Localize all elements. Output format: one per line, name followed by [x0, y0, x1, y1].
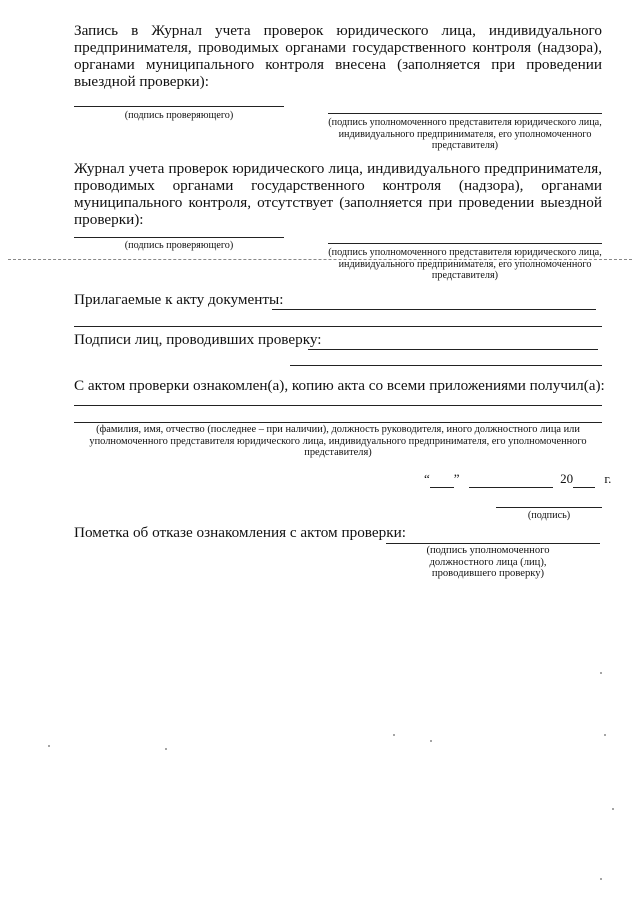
inspectors-signatures-label: Подписи лиц, проводивших проверку: [74, 331, 322, 348]
refusal-mark-label: Пометка об отказе ознакомления с актом проверки: [74, 524, 406, 541]
scan-speck [600, 672, 602, 674]
scan-speck [48, 745, 50, 747]
date-close-quote: ” [453, 471, 460, 486]
scan-speck [165, 748, 167, 750]
inspectors-signatures-line [308, 349, 598, 350]
acknowledged-line-2 [74, 422, 602, 423]
attached-documents-line [272, 309, 596, 310]
date-year-suffix: г. [604, 471, 612, 486]
representative-signature-caption-2: (подпись уполномоченного представителя юридического лица, индивидуального предпринимателя, его уполномоченного представителя) [328, 247, 602, 281]
inspector-signature-caption-2: (подпись проверяющего) [124, 240, 234, 251]
refusal-mark-line [386, 543, 600, 544]
scan-fold-line [8, 259, 632, 260]
scan-speck [430, 740, 432, 742]
date-day-blank [430, 470, 454, 488]
journal-absent-paragraph: Журнал учета проверок юридического лица, индивидуального предпринимателя, проводимых органами государственного контроля (надзора), органами муниципального контроля, отсутствует (заполняется при проведении выездной проверки): [74, 160, 602, 228]
signature-caption: (подпись) [527, 510, 571, 521]
journal-entry-paragraph: Запись в Журнал учета проверок юридического лица, индивидуального предпринимателя, проводимых органами государственного контроля (надзора), органами муниципального контроля внесена (заполняется при проведении выездной проверки): [74, 22, 602, 90]
acknowledged-line [74, 405, 602, 406]
official-signature-caption: (подпись уполномоченного должностного лица (лиц), проводившего проверку) [426, 545, 550, 579]
representative-signature-line-2 [328, 243, 602, 244]
date-month-blank [469, 470, 553, 488]
acknowledged-label: С актом проверки ознакомлен(а), копию акта со всеми приложениями получил(а): [74, 377, 605, 394]
inspectors-signatures-line-2 [290, 365, 602, 366]
date-century: 20 [560, 471, 574, 486]
date-field [424, 470, 611, 488]
inspector-signature-line [74, 106, 284, 107]
scan-speck [600, 878, 602, 880]
attached-documents-line-2 [74, 326, 602, 327]
inspector-signature-line-2 [74, 237, 284, 238]
scan-speck [393, 734, 395, 736]
scan-speck [604, 734, 606, 736]
attached-documents-label: Прилагаемые к акту документы: [74, 291, 284, 308]
date-open-quote: “ [424, 471, 430, 486]
full-name-caption: (фамилия, имя, отчество (последнее – при наличии), должность руководителя, иного должностного лица или уполномоченного представителя юридического лица, индивидуального предпринимателя, его уполномоченного представителя) [89, 424, 587, 458]
signature-line [496, 507, 602, 508]
representative-signature-caption: (подпись уполномоченного представителя юридического лица, индивидуального предпринимателя, его уполномоченного представителя) [328, 117, 602, 151]
representative-signature-line [328, 113, 602, 114]
date-year-blank [573, 470, 595, 488]
inspector-signature-caption: (подпись проверяющего) [124, 110, 234, 121]
scan-speck [612, 808, 614, 810]
